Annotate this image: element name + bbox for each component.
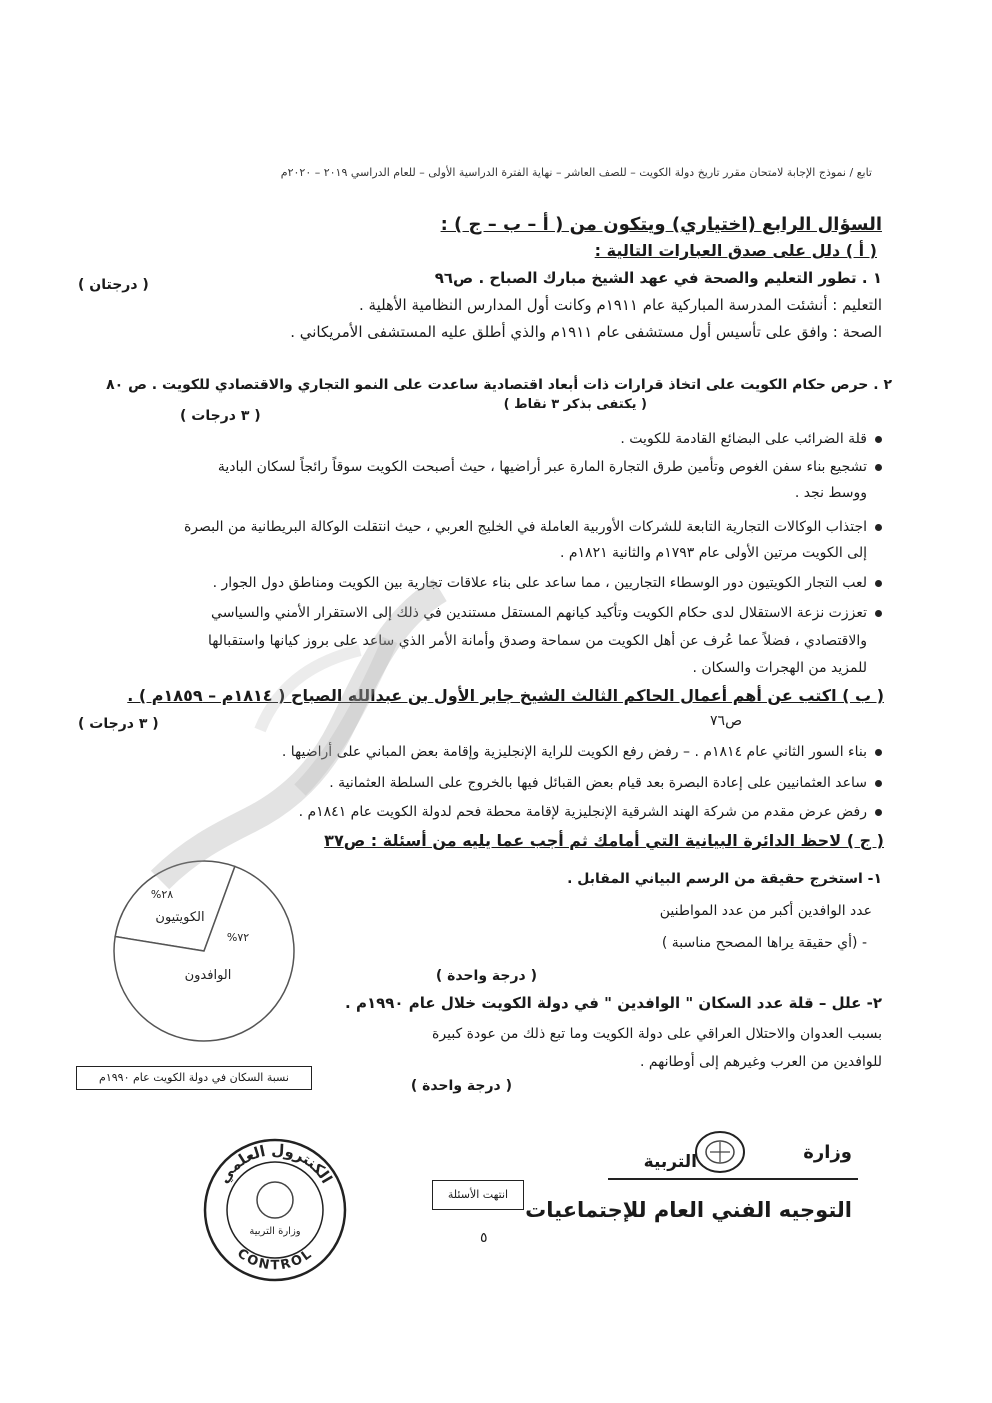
part-c-q2-marks: ( درجة واحدة ): [410, 1078, 512, 1094]
part-a-item1-marks: ( درجتان ): [78, 277, 149, 293]
stamp-arc-text: الكنترول العلمي: [214, 1140, 336, 1187]
bullet-icon: [875, 610, 882, 617]
pie-value-kuwaiti: %٢٨: [150, 888, 174, 901]
list-item: ساعد العثمانيين على إعادة البصرة بعد قيام بعض القبائل فيها بالخروج على السلطة العثمانية .: [329, 770, 882, 796]
pie-label-expat: الوافدون: [184, 968, 232, 983]
part-a-item2-note: ( يكتفى بذكر ٣ نقاط ): [503, 397, 647, 412]
bullet-icon: [875, 524, 882, 531]
bullet-icon: [875, 464, 882, 471]
pie-chart: [100, 855, 340, 1055]
part-c-q1-marks: ( درجة واحدة ): [435, 968, 537, 984]
emblem-icon: [257, 1182, 293, 1218]
bullet-icon: [875, 809, 882, 816]
ministry-emblem-icon: [692, 1128, 748, 1176]
part-b-title: ( ب ) اكتب عن أهم أعمال الحاكم الثالث الشيخ جابر الأول بن عبدالله الصباح ( ١٨١٤م – ١٨٥٩م ) .: [127, 686, 884, 705]
part-c-a1: عدد الوافدين أكبر من عدد المواطنين: [659, 903, 872, 919]
part-c-a2-line1: بسبب العدوان والاحتلال العراقي على دولة الكويت وما تبع ذلك من عودة كبيرة: [432, 1026, 882, 1042]
list-item-continuation: والاقتصادي ، فضلاً عما عُرف عن أهل الكويت من سماحة وصدق وأمانة الأمر الذي ساعد على بروز كيانها واستقبالها: [208, 633, 867, 649]
page-number: ٥: [480, 1230, 488, 1246]
education-answer: التعليم : أنشئت المدرسة المباركية عام ١٩١١م وكانت أول المدارس النظامية الأهلية .: [358, 296, 882, 314]
bullet-icon: [875, 580, 882, 587]
list-item: تعززت نزعة الاستقلال لدى حكام الكويت وتأكيد كيانهم المستقل مستندين في ذلك إلى الاستقرار الأمني والسياسي: [211, 600, 882, 626]
list-item: تشجيع بناء سفن الغوص وتأمين طرق التجارة المارة عبر أراضيها ، حيث أصبحت الكويت سوقاً رائجاً لسكان البادية: [218, 454, 882, 480]
list-item-continuation: للمزيد من الهجرات والسكان .: [692, 660, 867, 676]
part-a-item2-statement: ٢ . حرص حكام الكويت على اتخاذ قرارات ذات أبعاد اقتصادية ساعدت على النمو التجاري والاقتصادي للكويت . ص ٨٠: [106, 377, 892, 393]
directorate-title: التوجيه الفني العام للإجتماعيات: [525, 1198, 852, 1222]
list-item: لعب التجار الكويتيون دور الوسطاء التجاريين ، مما ساعد على بناء علاقات تجارية بين الكويت ومناطق دول الجوار .: [213, 570, 882, 596]
part-c-title: ( ج ) لاحظ الدائرة البيانية التي أمامك ثم أجب عما يليه من أسئلة : ص٣٧: [324, 831, 884, 850]
health-answer: الصحة : وافق على تأسيس أول مستشفى عام ١٩١١م والذي أطلق عليه المستشفى الأمريكاني .: [290, 323, 882, 341]
stamp-control-text: CONTROL: [234, 1246, 316, 1274]
list-item-continuation: إلى الكويت مرتين الأولى عام ١٧٩٣م والثانية ١٨٢١م .: [559, 545, 867, 561]
ministry-word: وزارة: [803, 1142, 852, 1163]
part-c-a1-note: - (أي حقيقة يراها المصحح مناسبة ): [661, 935, 867, 951]
list-item: بناء السور الثاني عام ١٨١٤م . – رفض رفع الكويت للراية الإنجليزية وإقامة بعض المباني على أراضيها .: [282, 739, 882, 765]
part-a-item1-statement: ١ . تطور التعليم والصحة في عهد الشيخ مبارك الصباح . ص٩٦: [434, 269, 882, 287]
list-item: اجتذاب الوكالات التجارية التابعة للشركات الأوربية العاملة في الخليج العربي ، حيث انتقلت الوكالة البريطانية من البصرة: [184, 514, 882, 540]
bullet-icon: [875, 780, 882, 787]
list-item: رفض عرض مقدم من شركة الهند الشرقية الإنجليزية لإقامة محطة فحم لدولة الكويت عام ١٨٤١م .: [299, 799, 882, 825]
question-title: السؤال الرابع (اختياري) ويتكون من ( أ – ب – ج ) :: [440, 214, 882, 235]
tarbiya-word: التربية: [643, 1152, 697, 1172]
logo-divider: [608, 1178, 858, 1180]
part-b-page-ref: ص٧٦: [710, 713, 742, 729]
end-of-questions-box: انتهت الأسئلة: [432, 1180, 524, 1210]
bullet-icon: [875, 436, 882, 443]
pie-label-kuwaiti: الكويتيون: [155, 910, 205, 925]
part-a-title: ( أ ) دلل على صدق العبارات التالية :: [594, 241, 877, 260]
pie-value-expat: %٧٢: [226, 931, 250, 944]
pie-group: [114, 861, 294, 1041]
pie-chart-caption: نسبة السكان في دولة الكويت عام ١٩٩٠م: [76, 1066, 312, 1090]
page-header: تابع / نموذج الإجابة لامتحان مقرر تاريخ دولة الكويت – للصف العاشر – نهاية الفترة الدراسية الأولى – للعام الدراسي ٢٠١٩ – ٢٠٢٠م: [280, 166, 872, 179]
part-a-item2-marks: ( ٣ درجات ): [180, 408, 261, 424]
list-item: قلة الضرائب على البضائع القادمة للكويت .: [620, 426, 882, 452]
part-c-q2: ٢- علل – قلة عدد السكان " الوافدين " في دولة الكويت خلال عام ١٩٩٠م .: [345, 994, 882, 1012]
part-b-marks: ( ٣ درجات ): [78, 716, 159, 732]
bullet-icon: [875, 749, 882, 756]
part-c-a2-line2: للوافدين من العرب وغيرهم إلى أوطانهم .: [639, 1054, 882, 1070]
part-c-q1: ١- استخرج حقيقة من الرسم البياني المقابل .: [567, 871, 882, 887]
control-stamp: [200, 1130, 350, 1295]
list-item-continuation: ووسط نجد .: [794, 485, 867, 501]
stamp-inner-text: وزارة التربية: [249, 1226, 301, 1237]
